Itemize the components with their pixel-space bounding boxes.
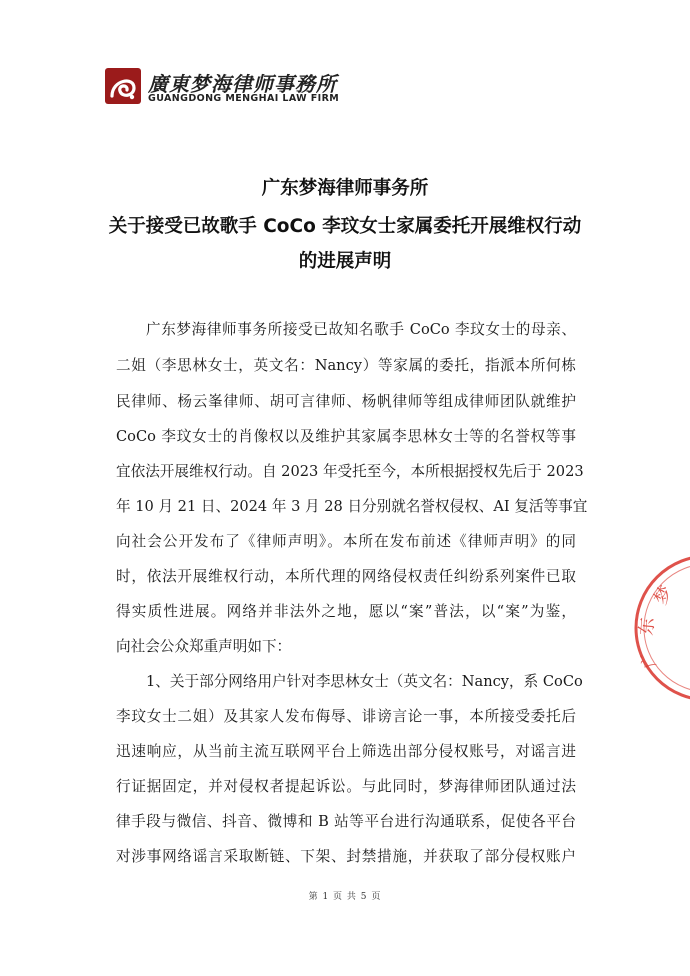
body-line: 对涉事网络谣言采取断链、下架、封禁措施，并获取了部分侵权账户 <box>116 848 576 865</box>
svg-text:梦: 梦 <box>650 582 678 609</box>
section-1-heading-line: 1、关于部分网络用户针对李思林女士（英文名：Nancy，系 CoCo <box>146 673 583 690</box>
body-line: CoCo 李玟女士的肖像权以及维护其家属李思林女士等的名誉权等事 <box>116 428 576 445</box>
svg-text:东: 东 <box>636 616 659 637</box>
svg-text:广: 广 <box>636 649 660 672</box>
body-line: 得实质性进展。网络并非法外之地，愿以“案”普法，以“案”为鉴， <box>116 603 576 620</box>
official-seal-stamp <box>600 548 690 708</box>
body-line: 二姐（李思林女士，英文名：Nancy）等家属的委托，指派本所何栋 <box>116 357 576 374</box>
body-line: 宜依法开展维权行动。自 2023 年受托至今，本所根据授权先后于 2023 <box>116 463 584 480</box>
body-line: 年 10 月 21 日、2024 年 3 月 28 日分别就名誉权侵权、AI 复活等事宜 <box>116 498 588 515</box>
statement-title-line-1: 广东梦海律师事务所 <box>261 178 429 199</box>
body-line: 广东梦海律师事务所接受已故知名歌手 CoCo 李玟女士的母亲、 <box>146 321 576 338</box>
statement-title-line-3: 的进展声明 <box>298 251 392 272</box>
body-line: 向社会公开发布了《律师声明》。本所在发布前述《律师声明》的同 <box>116 533 576 550</box>
law-firm-logo-icon <box>104 66 144 106</box>
body-line: 向社会公众郑重声明如下： <box>116 638 292 655</box>
body-line: 律手段与微信、抖音、微博和 B 站等平台进行沟通联系，促使各平台 <box>116 813 576 830</box>
body-line: 时，依法开展维权行动，本所代理的网络侵权责任纠纷系列案件已取 <box>116 568 576 585</box>
firm-name-chinese: 廣東梦海律师事務所 <box>148 72 337 96</box>
statement-title-line-2: 关于接受已故歌手 CoCo 李玟女士家属委托开展维权行动 <box>108 216 582 237</box>
body-line: 李玟女士二姐）及其家人发布侮辱、诽谤言论一事，本所接受委托后 <box>116 708 576 725</box>
body-line: 民律师、杨云峯律师、胡可言律师、杨帆律师等组成律师团队就维护 <box>116 393 576 410</box>
body-line: 行证据固定，并对侵权者提起诉讼。与此同时，梦海律师团队通过法 <box>116 778 576 795</box>
firm-name-english: GUANGDONG MENGHAI LAW FIRM <box>148 93 340 104</box>
page-number-footer: 第 1 页 共 5 页 <box>308 892 382 902</box>
letterhead <box>104 66 344 110</box>
body-line: 迅速响应，从当前主流互联网平台上筛选出部分侵权账号，对谣言进 <box>116 743 576 760</box>
